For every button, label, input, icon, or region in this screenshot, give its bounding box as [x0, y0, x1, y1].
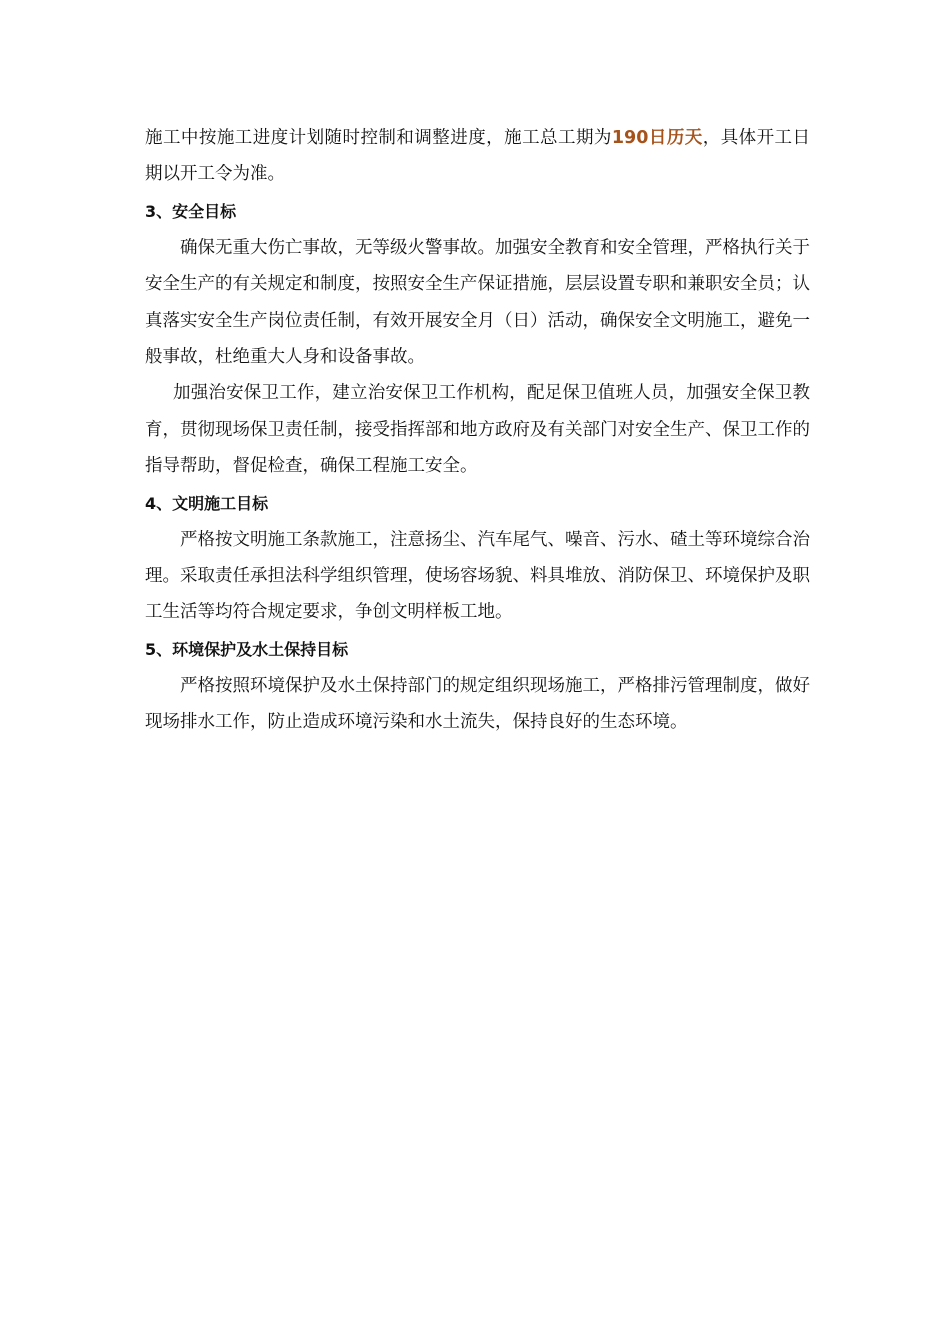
safety-paragraph-1: 确保无重大伤亡事故，无等级火警事故。加强安全教育和安全管理，严格执行关于安全生产的有关规定和制度，按照安全生产保证措施，层层设置专职和兼职安全员；认真落实安全生产岗位责任制，有效开展安全月（日）活动，确保安全文明施工，避免一般事故，杜绝重大人身和设备事故。 [145, 237, 810, 368]
duration-highlight: 190日历天 [611, 128, 703, 148]
section-heading-safety: 3、安全目标 [145, 201, 237, 221]
environmental-protection-paragraph: 严格按照环境保护及水土保持部门的规定组织现场施工，严格排污管理制度，做好现场排水工作，防止造成环境污染和水土流失，保持良好的生态环境。 [145, 675, 810, 733]
civilized-construction-paragraph: 严格按文明施工条款施工，注意扬尘、汽车尾气、噪音、污水、碴土等环境综合治理。采取责任承担法科学组织管理，使场容场貌、料具堆放、消防保卫、环境保护及职工生活等均符合规定要求，争创文明样板工地。 [145, 529, 810, 623]
section-heading-environmental-protection: 5、环境保护及水土保持目标 [145, 639, 349, 659]
document-page [145, 120, 810, 741]
intro-text-before: 施工中按施工进度计划随时控制和调整进度，施工总工期为 [145, 128, 612, 148]
section-heading-civilized-construction: 4、文明施工目标 [145, 493, 269, 513]
intro-paragraph [145, 120, 810, 193]
safety-paragraph-2: 加强治安保卫工作，建立治安保卫工作机构，配足保卫值班人员，加强安全保卫教育，贯彻现场保卫责任制，接受指挥部和地方政府及有关部门对安全生产、保卫工作的指导帮助，督促检查，确保工程施工安全。 [145, 383, 810, 477]
intro-text-after: ，具体开工日期以开工令为准。 [145, 128, 811, 185]
